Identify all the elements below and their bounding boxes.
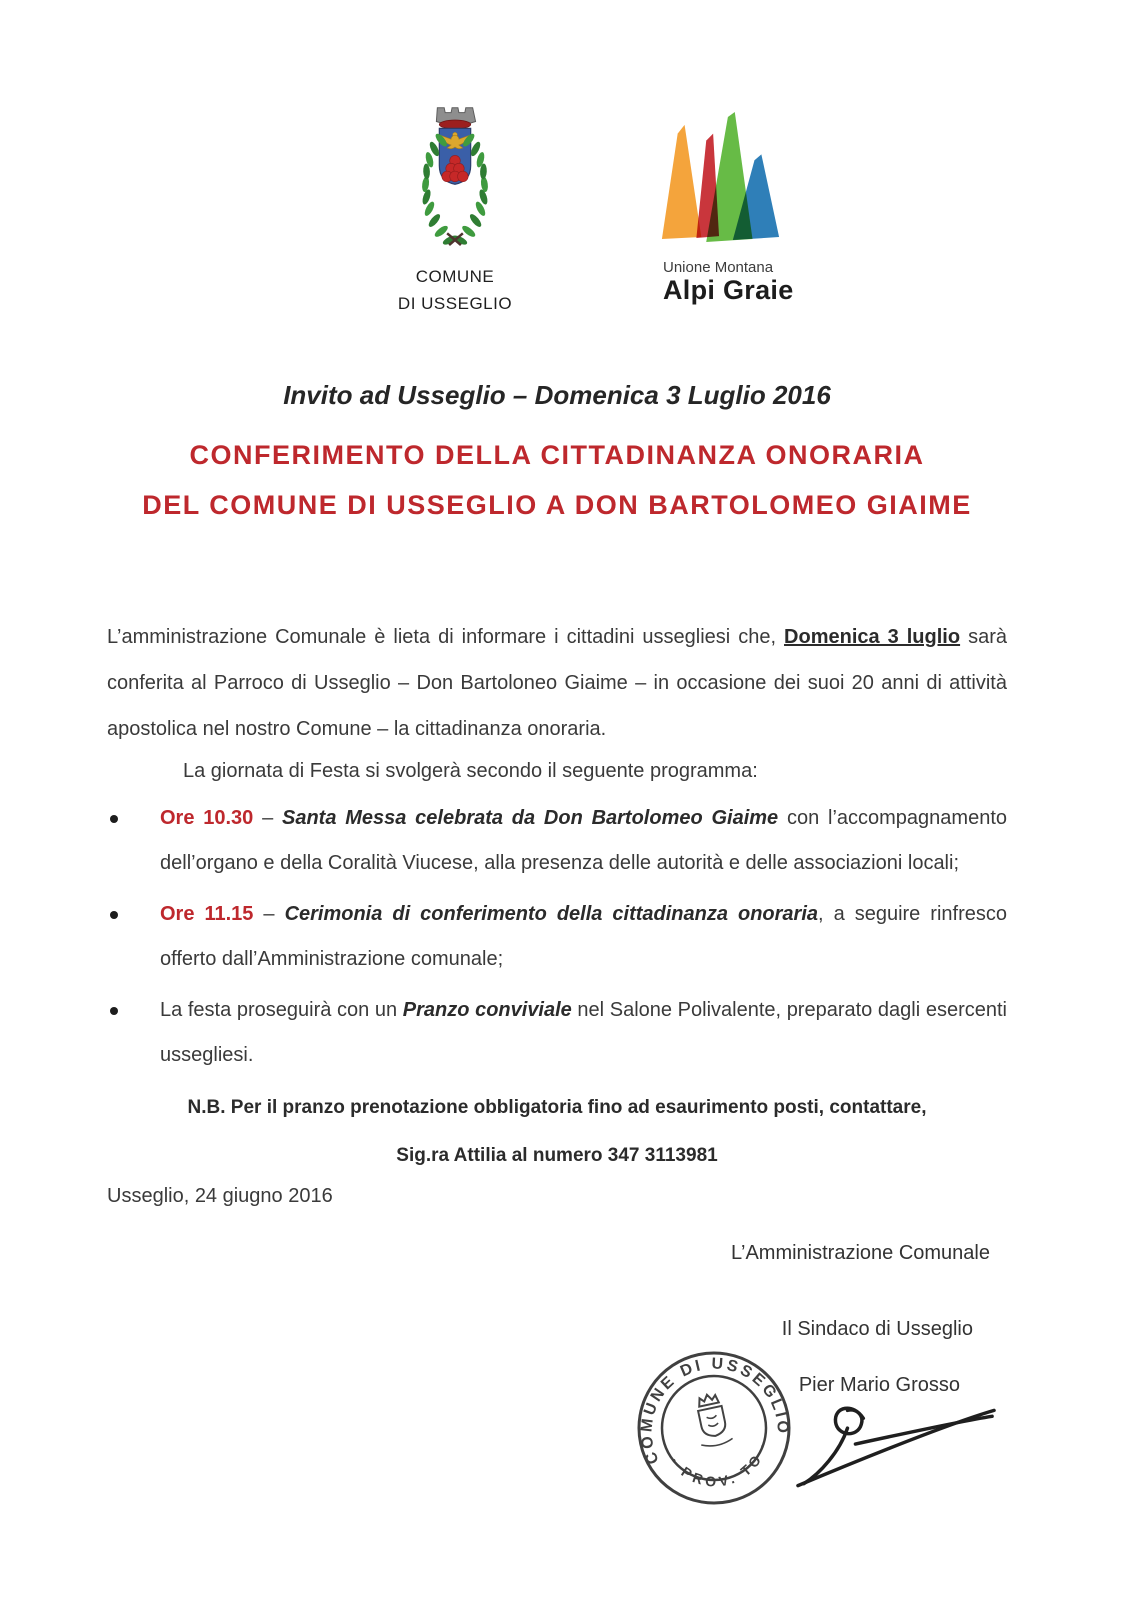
usseglio-coat-of-arms-icon [402,96,508,248]
comune-caption-line1: COMUNE [415,267,495,286]
unione-montana-alpi-graie-logo [657,108,817,305]
comune-usseglio-logo [393,96,517,317]
intro-text-1: L’amministrazione Comunale è lieta di informare i cittadini ussegliesi che, [107,626,785,648]
program-item-1-rest: con l’accompagnamento dell’organo e della Coralità Viucese, alla presenza delle autorità e delle associazioni locali; [160,807,1007,874]
signature-name: Pier Mario Grosso [798,1374,960,1396]
unione-caption-line2: Alpi Graie [663,275,794,305]
program-item-3-pre: La festa proseguirà con un [160,999,403,1021]
intro-paragraph [107,614,1007,752]
program-item-1 [107,796,1007,886]
signature-role: Il Sindaco di Usseglio [781,1318,973,1340]
program-item-3 [107,988,1007,1078]
program-item-3-emphasis: Pranzo conviviale [402,999,572,1021]
booking-note-line1: N.B. Per il pranzo prenotazione obbligatoria fino ad esaurimento posti, contattare, [187,1097,927,1118]
program-item-2-emphasis: Cerimonia di conferimento della cittadinanza onoraria [284,903,819,925]
intro-highlight-date: Domenica 3 luglio [784,626,961,648]
document-title: Invito ad Usseglio – Domenica 3 Luglio 2016 [283,380,831,410]
program-item-2-time: Ore 11.15 [160,903,254,925]
bullet-icon [110,1007,118,1015]
heading-line1: CONFERIMENTO DELLA CITTADINANZA ONORARIA [189,440,925,470]
usseglio-round-stamp-icon [619,1333,809,1523]
heading-line2: DEL COMUNE DI USSEGLIO A DON BARTOLOMEO GIAIME [142,490,972,520]
program-intro: La giornata di Festa si svolgerà secondo il seguente programma: [183,760,758,782]
program-item-1-sep: – [253,807,282,829]
program-item-1-time: Ore 10.30 [160,807,254,829]
signature-administration: L’Amministrazione Comunale [730,1242,990,1264]
program-item-2-rest: , a seguire rinfresco offerto dall’Amministrazione comunale; [160,903,1007,970]
program-item-3-rest: nel Salone Polivalente, preparato dagli esercenti ussegliesi. [160,999,1007,1066]
program-item-2 [107,892,1007,982]
place-date: Usseglio, 24 giugno 2016 [107,1185,333,1207]
bullet-icon [110,911,118,919]
program-list [107,796,1007,1084]
bullet-icon [110,815,118,823]
handwritten-signature-icon [792,1398,1000,1498]
intro-text-2: sarà conferita al Parroco di Usseglio – Don Bartoloneo Giaime – in occasione dei suoi 20 anni di attività apostolica nel nostro Comune – la cittadinanza onoraria. [107,626,1007,740]
stamp-bottom-text: · PROV. TO · [666,1437,772,1490]
alpi-graie-mountains-icon [657,108,785,246]
stamp-crest-icon [691,1391,733,1448]
booking-note-line2: Sig.ra Attilia al numero 347 3113981 [396,1145,718,1166]
stamp-top-text: COMUNE DI USSEGLIO [638,1355,792,1467]
unione-caption-line1: Unione Montana [663,259,774,276]
program-item-1-emphasis: Santa Messa celebrata da Don Bartolomeo Giaime [282,807,779,829]
program-item-2-sep: – [253,903,285,925]
comune-caption-line2: DI USSEGLIO [397,294,513,313]
